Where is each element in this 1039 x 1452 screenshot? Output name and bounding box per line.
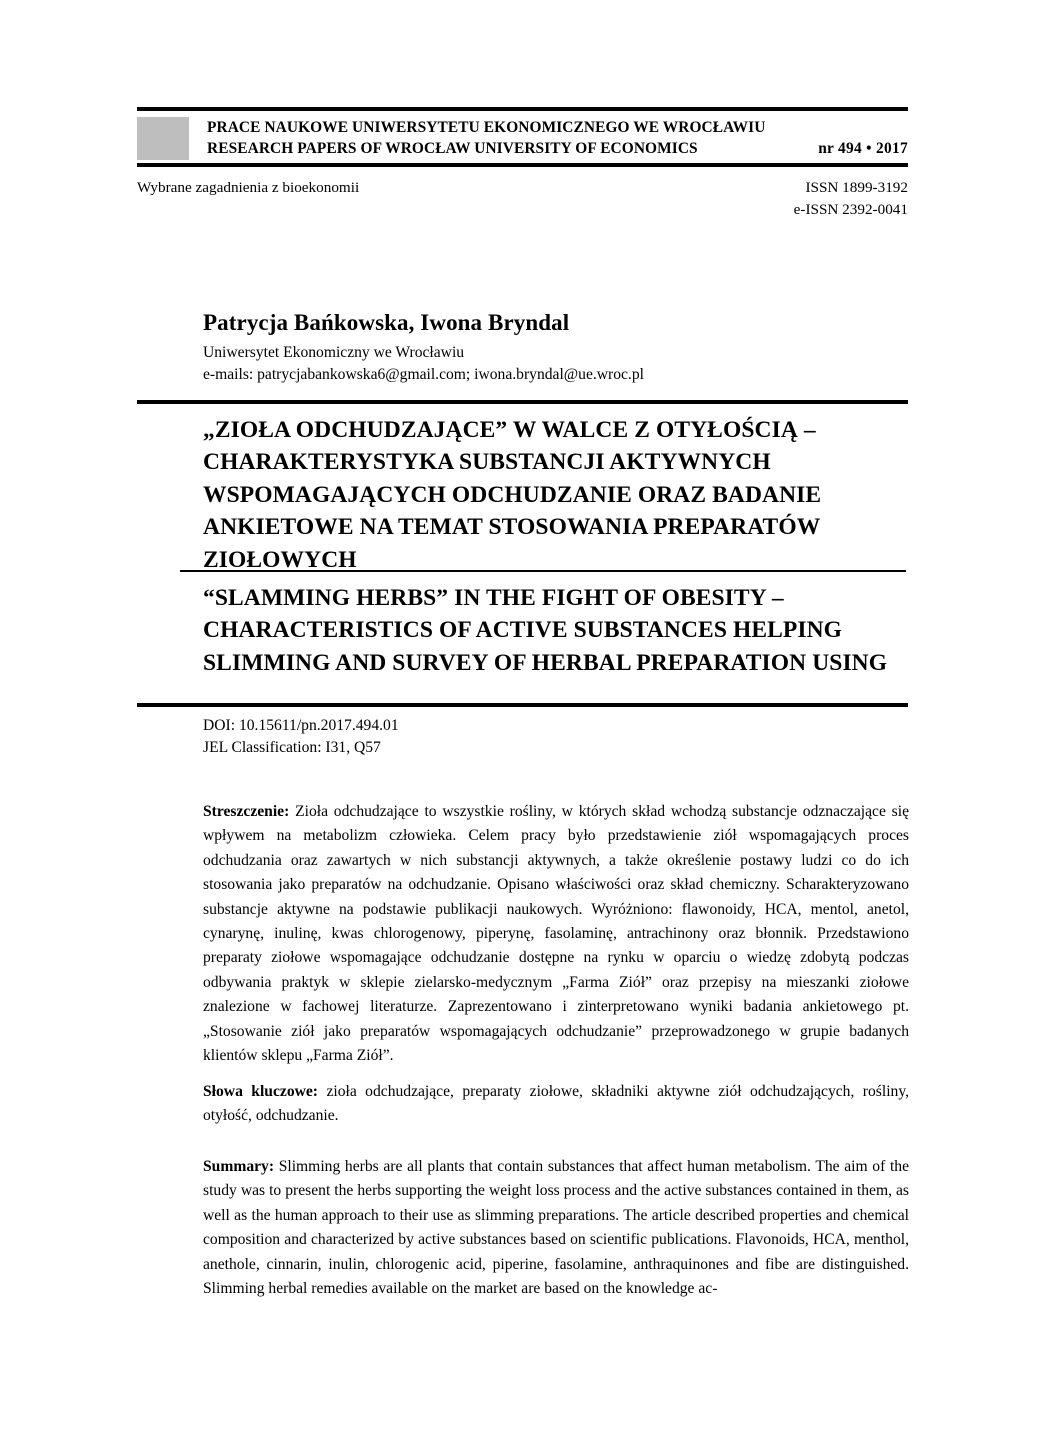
masthead bbox=[137, 107, 908, 220]
issn-electronic: e-ISSN 2392-0041 bbox=[793, 200, 908, 218]
issn-block bbox=[794, 177, 908, 220]
journal-logo-swatch bbox=[137, 117, 189, 160]
abstract-english bbox=[203, 1155, 909, 1301]
journal-title-en: RESEARCH PAPERS OF WROCŁAW UNIVERSITY OF ECONOMICS bbox=[207, 140, 698, 158]
doi-text: DOI: 10.15611/pn.2017.494.01 bbox=[203, 717, 399, 734]
identifiers-block bbox=[203, 715, 909, 759]
jel-classification-text: JEL Classification: I31, Q57 bbox=[203, 739, 381, 757]
masthead-titles bbox=[189, 117, 908, 160]
abstract-english-label: Summary: bbox=[203, 1158, 275, 1175]
author-names: Patrycja Bańkowska, Iwona Bryndal bbox=[203, 310, 570, 335]
issue-number: nr 494 • 2017 bbox=[818, 140, 908, 158]
masthead-body bbox=[137, 111, 908, 163]
author-affiliation: Uniwersytet Ekonomiczny we Wrocławiu bbox=[203, 343, 465, 361]
identifiers-top-rule bbox=[137, 703, 908, 707]
title-top-rule bbox=[137, 400, 908, 404]
keywords-polish bbox=[203, 1080, 909, 1129]
article-title-english: “SLAMMING HERBS” IN THE FIGHT OF OBESITY – CHARACTERISTICS OF ACTIVE SUBSTANCES HELPING SLIMMING AND SURVEY OF HERBAL PREPARATION USING bbox=[203, 585, 888, 676]
abstract-polish bbox=[203, 800, 909, 1068]
article-title-polish: „ZIOŁA ODCHUDZAJĄCE” W WALCE Z OTYŁOŚCIĄ – CHARAKTERYSTYKA SUBSTANCJI AKTYWNYCH WSPOMAGAJĄCYCH ODCHUDZANIE ORAZ BADANIE ANKIETOWE NA TEMAT STOSOWANIA PREPARATÓW ZIOŁOWYCH bbox=[203, 417, 822, 573]
keywords-polish-text: zioła odchudzające, preparaty ziołowe, składniki aktywne ziół odchudzających, rośliny, otyłość, odchudzanie. bbox=[203, 1083, 910, 1125]
issn-print: ISSN 1899-3192 bbox=[805, 179, 908, 196]
journal-title-pl: PRACE NAUKOWE UNIWERSYTETU EKONOMICZNEGO WE WROCŁAWIU bbox=[207, 119, 766, 136]
abstract-polish-text: Zioła odchudzające to wszystkie rośliny, w których skład wchodzą substancje odznaczające się wpływem na metabolizm człowieka. Celem pracy było przedstawienie ziół wspomagających proces odchudzania oraz zawartych w nich substancji aktywnych, a także określenie postawy ludzi co do ich stosowania jako preparatów na odchudzanie. Opisano właściwości oraz skład chemiczny. Scharakteryzowano substancje aktywne na podstawie publikacji naukowych. Wyróżniono: flawonoidy, HCA, mentol, anetol, cynarynę, inulinę, kwas chlorogenowy, piperynę, fasolaminę, antrachinony oraz błonnik. Przedstawiono preparaty ziołowe wspomagające odchudzanie dostępne na rynku w oparciu o wiedzę zdobytą podczas odbywania praktyk w sklepie zielarsko-medycznym „Farma Ziół” oraz przepisy na mieszanki ziołowe znalezione w fachowej literaturze. Zaprezentowano i zinterpretowano wyniki badania ankietowego pt. „Stosowanie ziół jako preparatów wspomagających odchudzanie” przeprowadzonego w grupie badanych klientów sklepu „Farma Ziół”. bbox=[203, 803, 909, 1064]
abstract-polish-paragraph bbox=[203, 800, 909, 1068]
series-title: Wybrane zagadnienia z bioekonomii bbox=[137, 179, 360, 196]
author-emails: e-mails: patrycjabankowska6@gmail.com; iwona.bryndal@ue.wroc.pl bbox=[203, 366, 644, 384]
keywords-polish-paragraph bbox=[203, 1080, 909, 1129]
keywords-polish-label: Słowa kluczowe: bbox=[203, 1083, 318, 1100]
masthead-subheader bbox=[137, 167, 908, 220]
masthead-second-line bbox=[207, 138, 908, 159]
abstract-polish-label: Streszczenie: bbox=[203, 803, 290, 820]
author-block bbox=[203, 308, 909, 386]
abstract-english-paragraph bbox=[203, 1155, 909, 1301]
title-divider-rule bbox=[180, 570, 906, 572]
abstract-english-text: Slimming herbs are all plants that contain substances that affect human metabolism. The aim of the study was to present the herbs supporting the weight loss process and the active substances contained in them, as well as the human approach to their use as slimming preparations. The article described properties and chemical composition and characterized by active substances based on scientific publications. Flavonoids, HCA, menthol, anethole, cinnarin, inulin, chlorogenic acid, piperine, fasolamine, anthraquinones and fibe are distinguished. Slimming herbal remedies available on the market are based on the knowledge ac- bbox=[203, 1158, 909, 1297]
